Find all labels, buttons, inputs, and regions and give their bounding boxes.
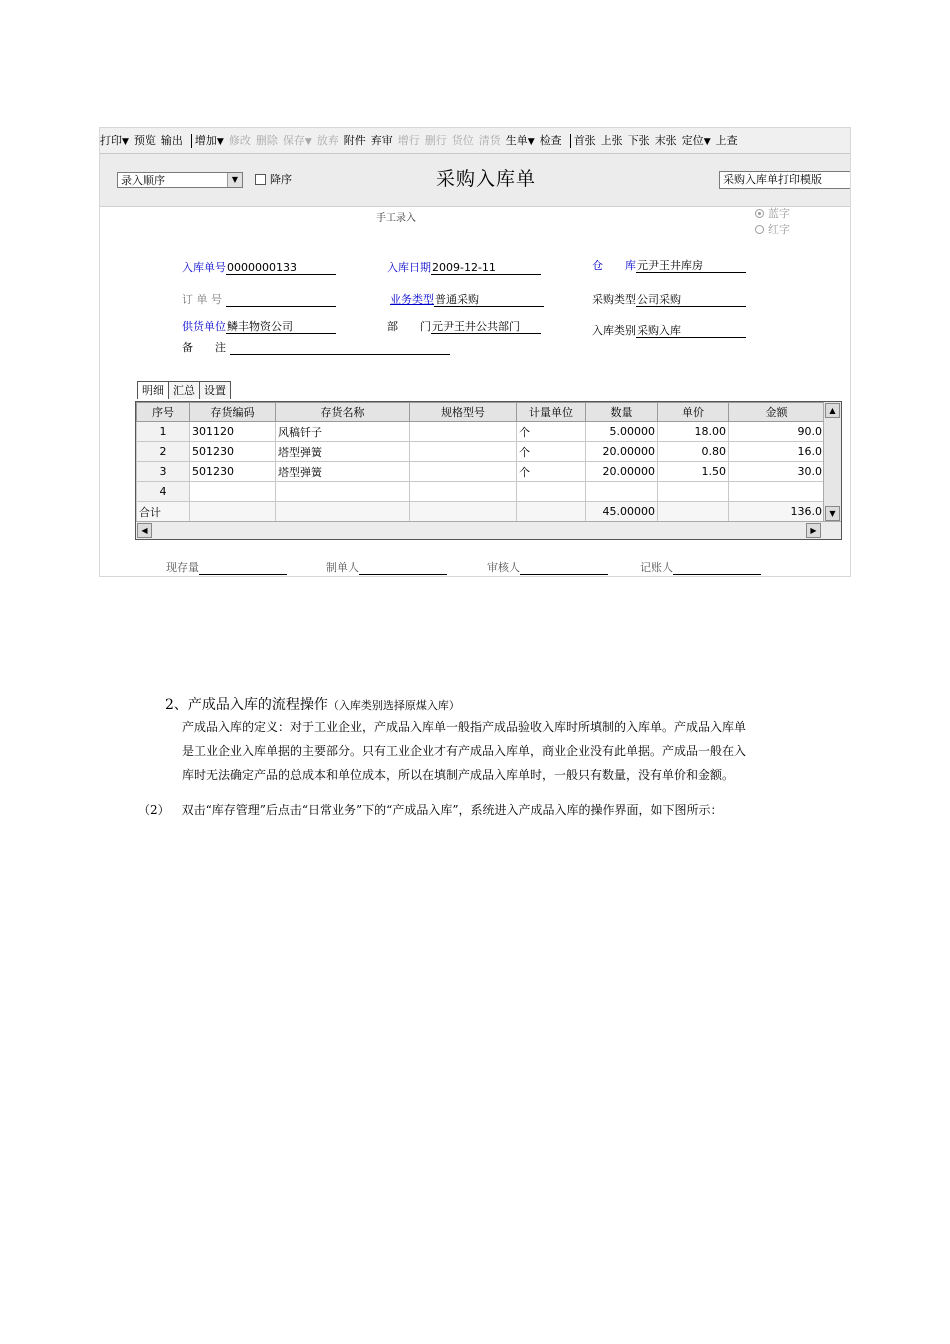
toolbar-button-10[interactable] xyxy=(398,128,420,153)
paragraph-line: 产成品入库的定义：对于工业企业，产成品入库单一般指产成品验收入库时所填制的入库单。产成品入库单 xyxy=(182,720,747,734)
remark-label: 备 注 xyxy=(182,341,226,354)
auditor-field xyxy=(487,559,608,575)
table-cell[interactable]: 501230 xyxy=(190,462,276,482)
table-cell[interactable]: 18.00 xyxy=(658,422,729,442)
descending-label: 降序 xyxy=(270,173,292,186)
toolbar-button-15[interactable] xyxy=(540,128,562,153)
paragraph-line: 是工业企业入库单据的主要部分。只有工业企业才有产成品入库单，商业企业没有此单据。产成品一般在入 xyxy=(182,744,747,758)
step-number: （2） xyxy=(138,803,170,817)
step-line xyxy=(138,801,722,818)
section-heading-note: （入库类别选择原煤入库） xyxy=(327,699,460,712)
table-cell[interactable]: 个 xyxy=(517,462,586,482)
toolbar-button-label: 删行 xyxy=(424,134,447,147)
column-header[interactable]: 序号 xyxy=(137,403,190,422)
table-cell[interactable]: 3 xyxy=(137,462,190,482)
toolbar-button-13[interactable] xyxy=(479,128,501,153)
toolbar-button-label: 货位 xyxy=(451,134,474,147)
table-cell[interactable]: 个 xyxy=(517,422,586,442)
maker-label: 制单人 xyxy=(326,561,359,574)
remark-value[interactable] xyxy=(230,341,450,355)
column-header[interactable]: 数量 xyxy=(586,403,658,422)
receipt-date-value[interactable]: 2009-12-11 xyxy=(431,261,541,275)
paragraph-line: 库时无法确定产品的总成本和单位成本，所以在填制产成品入库单时，一般只有数量，没有单价和金额。 xyxy=(182,768,735,782)
toolbar-button-label: 定位 xyxy=(681,134,704,147)
step-text: 双击“库存管理”后点击“日常业务”下的“产成品入库”，系统进入产成品入库的操作界面，如下图所示： xyxy=(181,803,723,817)
maker-field xyxy=(326,559,447,575)
stock-field xyxy=(166,559,287,575)
table-cell[interactable]: 1 xyxy=(137,422,190,442)
column-header[interactable]: 存货名称 xyxy=(276,403,410,422)
table-cell[interactable]: 4 xyxy=(137,482,190,502)
table-cell[interactable]: 合计 xyxy=(137,502,190,522)
table-cell[interactable]: 16.0 xyxy=(729,442,825,462)
toolbar-button-label: 放弃 xyxy=(316,134,339,147)
warehouse-value[interactable]: 元尹王井库房 xyxy=(636,259,746,273)
receipt-no-value[interactable]: 0000000133 xyxy=(226,261,336,275)
receipt-date-field xyxy=(387,261,541,275)
table-cell[interactable] xyxy=(190,502,276,522)
stock-label: 现存量 xyxy=(166,561,199,574)
detail-table xyxy=(136,402,825,522)
table-cell[interactable]: 136.0 xyxy=(729,502,825,522)
scroll-left-icon[interactable]: ◀ xyxy=(137,523,152,538)
column-header[interactable]: 规格型号 xyxy=(410,403,517,422)
business-type-label[interactable]: 业务类型 xyxy=(390,293,434,306)
detail-grid xyxy=(135,401,842,540)
bookkeeper-label: 记账人 xyxy=(640,561,673,574)
receipt-category-value[interactable]: 采购入库 xyxy=(636,324,746,338)
toolbar-separator xyxy=(191,134,192,148)
table-cell[interactable] xyxy=(410,422,517,442)
toolbar-button-label: 首张 xyxy=(573,134,596,147)
toolbar-button-5[interactable] xyxy=(256,128,278,153)
radio-selected-icon xyxy=(755,209,764,218)
purchase-type-field xyxy=(592,293,746,307)
table-cell[interactable] xyxy=(410,502,517,522)
toolbar-button-label: 增加 xyxy=(194,134,217,147)
department-value[interactable]: 元尹王井公共部门 xyxy=(431,320,541,334)
table-cell[interactable] xyxy=(517,482,586,502)
toolbar-button-label: 修改 xyxy=(228,134,251,147)
sort-order-value: 录入顺序 xyxy=(121,174,165,187)
table-cell[interactable]: 45.00000 xyxy=(586,502,658,522)
receipt-no-field xyxy=(182,261,336,275)
toolbar-button-label: 增行 xyxy=(397,134,420,147)
toolbar-button-label: 打印 xyxy=(100,134,122,147)
table-cell[interactable] xyxy=(658,502,729,522)
screenshot-purchase-receipt xyxy=(99,127,851,577)
toolbar-button-18[interactable] xyxy=(628,128,650,153)
toolbar-button-label: 上张 xyxy=(600,134,623,147)
tab-settings[interactable]: 设置 xyxy=(199,381,231,399)
print-template-combo[interactable]: 采购入库单打印模版 xyxy=(719,171,851,189)
table-cell[interactable]: 30.0 xyxy=(729,462,825,482)
table-cell[interactable]: 0.80 xyxy=(658,442,729,462)
toolbar-button-label: 上查 xyxy=(715,134,738,147)
supplier-value[interactable]: 鳞丰物资公司 xyxy=(226,320,336,334)
toolbar xyxy=(100,128,850,154)
auditor-value xyxy=(520,562,608,575)
table-cell[interactable] xyxy=(276,502,410,522)
toolbar-button-label: 清货 xyxy=(478,134,501,147)
toolbar-button-21[interactable] xyxy=(716,128,738,153)
table-cell[interactable] xyxy=(586,482,658,502)
receipt-category-field xyxy=(592,324,746,338)
vertical-scrollbar[interactable] xyxy=(823,402,841,522)
table-cell[interactable] xyxy=(410,442,517,462)
toolbar-button-label: 输出 xyxy=(160,134,183,147)
toolbar-button-label: 保存 xyxy=(282,134,305,147)
remark-field xyxy=(182,341,450,355)
toolbar-button-16[interactable] xyxy=(574,128,596,153)
warehouse-field xyxy=(592,259,746,273)
purchase-type-value[interactable]: 公司采购 xyxy=(636,293,746,307)
table-cell[interactable]: 塔型弹簧 xyxy=(276,462,410,482)
table-cell[interactable]: 1.50 xyxy=(658,462,729,482)
toolbar-button-label: 附件 xyxy=(343,134,366,147)
radio-red[interactable] xyxy=(755,221,790,237)
toolbar-button-1[interactable] xyxy=(134,128,156,153)
scroll-right-icon[interactable]: ▶ xyxy=(806,523,821,538)
warehouse-label: 仓 库 xyxy=(592,259,636,272)
toolbar-button-label: 预览 xyxy=(133,134,156,147)
table-cell[interactable]: 个 xyxy=(517,442,586,462)
dropdown-arrow-icon[interactable]: ▼ xyxy=(304,137,312,147)
table-body xyxy=(137,422,825,522)
toolbar-button-label: 生单 xyxy=(505,134,528,147)
header-bar xyxy=(100,154,850,207)
order-no-value[interactable] xyxy=(226,293,336,307)
order-no-field xyxy=(182,293,336,307)
table-cell[interactable] xyxy=(729,482,825,502)
table-cell[interactable]: 5.00000 xyxy=(586,422,658,442)
radio-blue-label: 蓝字 xyxy=(768,207,790,220)
table-cell[interactable] xyxy=(410,482,517,502)
receipt-date-label: 入库日期 xyxy=(387,261,431,274)
column-header[interactable]: 存货编码 xyxy=(190,403,276,422)
table-row[interactable] xyxy=(137,422,825,442)
department-field xyxy=(387,320,541,334)
receipt-no-label: 入库单号 xyxy=(182,261,226,274)
table-cell[interactable]: 2 xyxy=(137,442,190,462)
table-row[interactable] xyxy=(137,462,825,482)
column-header[interactable]: 金额 xyxy=(729,403,825,422)
toolbar-button-14[interactable] xyxy=(506,128,535,154)
table-cell[interactable]: 20.00000 xyxy=(586,462,658,482)
supplier-field xyxy=(182,320,336,334)
tab-summary[interactable]: 汇总 xyxy=(168,381,200,399)
toolbar-button-7[interactable] xyxy=(317,128,339,153)
order-no-label: 订 单 号 xyxy=(182,293,222,306)
column-header[interactable]: 计量单位 xyxy=(517,403,586,422)
bookkeeper-field xyxy=(640,559,761,575)
toolbar-button-6[interactable] xyxy=(283,128,312,154)
toolbar-button-11[interactable] xyxy=(425,128,447,153)
radio-red-label: 红字 xyxy=(768,223,790,236)
total-row[interactable] xyxy=(137,502,825,522)
scroll-down-icon[interactable]: ▼ xyxy=(825,506,840,521)
table-cell[interactable] xyxy=(410,462,517,482)
bookkeeper-value xyxy=(673,562,761,575)
toolbar-button-label: 检查 xyxy=(539,134,562,147)
section-heading xyxy=(165,694,460,714)
stock-value xyxy=(199,562,287,575)
table-cell[interactable]: 501230 xyxy=(190,442,276,462)
toolbar-button-20[interactable] xyxy=(682,128,711,154)
purchase-type-label: 采购类型 xyxy=(592,293,636,306)
toolbar-button-label: 弃审 xyxy=(370,134,393,147)
table-row[interactable] xyxy=(137,442,825,462)
maker-value xyxy=(359,562,447,575)
table-cell[interactable] xyxy=(658,482,729,502)
toolbar-button-17[interactable] xyxy=(601,128,623,153)
toolbar-button-0[interactable] xyxy=(100,128,129,154)
table-cell[interactable] xyxy=(190,482,276,502)
business-type-value[interactable]: 普通采购 xyxy=(434,293,544,307)
sort-order-combo[interactable] xyxy=(117,172,243,188)
department-label: 部 门 xyxy=(387,320,431,333)
table-cell[interactable]: 风稿钎子 xyxy=(276,422,410,442)
receipt-category-label: 入库类别 xyxy=(592,324,636,337)
table-cell[interactable]: 20.00000 xyxy=(586,442,658,462)
business-type-field xyxy=(390,293,544,307)
toolbar-button-4[interactable] xyxy=(229,128,251,153)
toolbar-button-label: 删除 xyxy=(255,134,278,147)
table-cell[interactable]: 301120 xyxy=(190,422,276,442)
radio-empty-icon xyxy=(755,225,764,234)
toolbar-button-3[interactable] xyxy=(195,128,224,154)
table-header-row xyxy=(137,403,825,422)
auditor-label: 审核人 xyxy=(487,561,520,574)
table-row[interactable] xyxy=(137,482,825,502)
dropdown-arrow-icon[interactable]: ▼ xyxy=(527,137,535,147)
toolbar-button-9[interactable] xyxy=(371,128,393,153)
table-cell[interactable]: 塔型弹簧 xyxy=(276,442,410,462)
form-title: 采购入库单 xyxy=(436,168,537,190)
toolbar-button-label: 下张 xyxy=(627,134,650,147)
detail-tabs xyxy=(137,381,230,399)
toolbar-button-8[interactable] xyxy=(344,128,366,153)
horizontal-scrollbar[interactable] xyxy=(136,521,841,539)
toolbar-separator xyxy=(570,134,571,148)
section-heading-text: 2、产成品入库的流程操作 xyxy=(165,697,328,713)
column-header[interactable]: 单价 xyxy=(658,403,729,422)
dropdown-arrow-icon[interactable]: ▼ xyxy=(216,137,224,147)
chevron-down-icon[interactable]: ▼ xyxy=(227,173,242,187)
entry-mode-label: 手工录入 xyxy=(376,213,416,224)
scroll-up-icon[interactable]: ▲ xyxy=(825,403,840,418)
table-cell[interactable] xyxy=(517,502,586,522)
toolbar-button-12[interactable] xyxy=(452,128,474,153)
table-cell[interactable] xyxy=(276,482,410,502)
tab-detail[interactable]: 明细 xyxy=(137,381,169,399)
dropdown-arrow-icon[interactable]: ▼ xyxy=(122,137,129,147)
definition-paragraph xyxy=(182,715,746,787)
dropdown-arrow-icon[interactable]: ▼ xyxy=(703,137,711,147)
descending-checkbox[interactable] xyxy=(255,174,266,185)
radio-blue[interactable] xyxy=(755,205,790,221)
toolbar-button-2[interactable] xyxy=(161,128,183,153)
table-cell[interactable]: 90.0 xyxy=(729,422,825,442)
toolbar-button-label: 末张 xyxy=(654,134,677,147)
supplier-label: 供货单位 xyxy=(182,320,226,333)
toolbar-button-19[interactable] xyxy=(655,128,677,153)
